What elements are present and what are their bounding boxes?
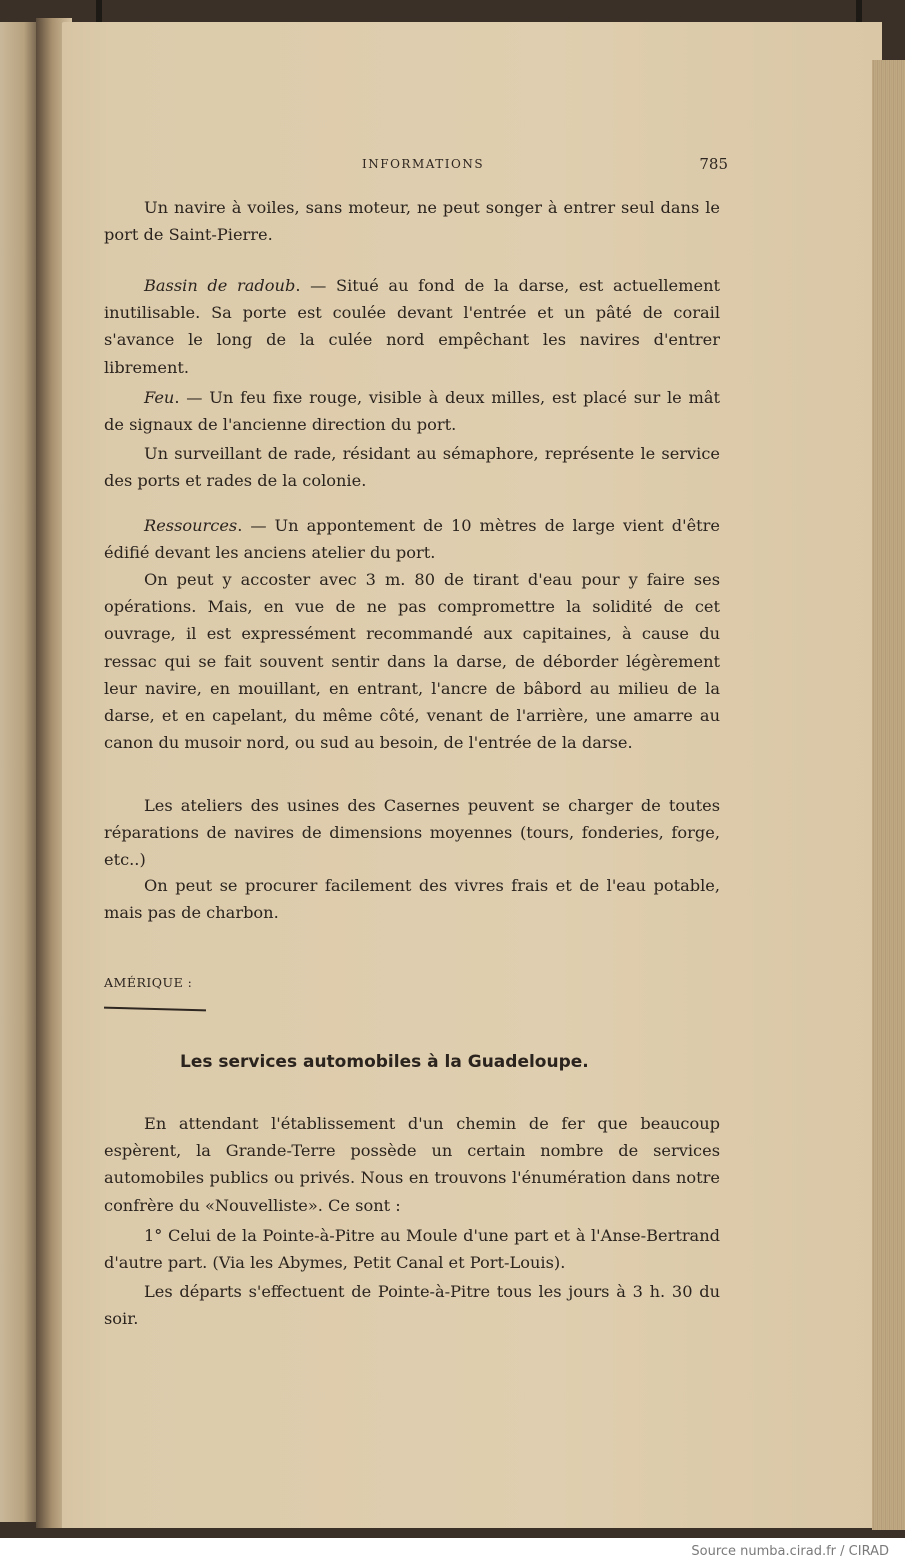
source-credit: Source numba.cirad.fr / CIRAD (691, 1544, 889, 1559)
paragraph-text: Un surveillant de rade, résidant au sémaphore, représente le service des ports et rades de la colonie. (104, 444, 720, 491)
paragraph-feu (104, 384, 720, 438)
running-head: INFORMATIONS (362, 157, 485, 171)
paragraph-surveillant (104, 440, 720, 494)
feu-text: . — Un feu fixe rouge, visible à deux milles, est placé sur le mât de signaux de l'ancienne direction du port. (104, 388, 720, 435)
paragraph-bassin (104, 272, 720, 381)
ressources-text: . — Un appontement de 10 mètres de large vient d'être édifié devant les anciens atelier du port. (104, 516, 720, 563)
article-paragraph-1 (104, 1110, 720, 1219)
paragraph-text: On peut y accoster avec 3 m. 80 de tirant d'eau pour y faire ses opérations. Mais, en vue de ne pas compromettre la solidité de cet ouvrage, il est expressément recommandé aux capitaines, à cause du ressac qui se fait souvent sentir dans la darse, de déborder légèrement leur navire, en mouillant, en entrant, l'ancre de bâbord au milieu de la darse, et en capelant, du même côté, venant de l'arrière, une amarre au canon du musoir nord, ou sud au besoin, de l'entrée de la darse. (104, 570, 720, 753)
feu-label: Feu (144, 388, 175, 407)
ressources-label: Ressources (144, 516, 238, 535)
paragraph-text: 1° Celui de la Pointe-à-Pitre au Moule d'une part et à l'Anse-Bertrand d'autre part. (Via les Abymes, Petit Canal et Port-Louis). (104, 1226, 720, 1273)
article-title: Les services automobiles à la Guadeloupe. (180, 1052, 589, 1072)
binding-edge-left (96, 0, 102, 22)
article-paragraph-3 (104, 1278, 720, 1332)
page-number: 785 (699, 155, 728, 173)
paragraph-accoster (104, 566, 720, 756)
paragraph-vivres (104, 872, 720, 926)
bassin-text: . — Situé au fond de la darse, est actuellement inutilisable. Sa porte est coulée devant l'entrée et un pâté de corail s'avance le long de la culée nord empêchant les navires d'entrer librement. (104, 276, 720, 377)
paragraph-text: Les ateliers des usines des Casernes peuvent se charger de toutes réparations de navires de dimensions moyennes (tours, fonderies, forge, etc..) (104, 796, 720, 870)
page-header (100, 157, 728, 179)
paragraph-text: En attendant l'établissement d'un chemin de fer que beaucoup espèrent, la Grande-Terre possède un certain nombre de services automobiles publics ou privés. Nous en trouvons l'énumération dans notre confrère du «Nouvelliste». Ce sont : (104, 1114, 720, 1215)
page-stack-edges (872, 60, 905, 1530)
paragraph-text: Un navire à voiles, sans moteur, ne peut songer à entrer seul dans le port de Saint-Pierre. (104, 198, 720, 245)
left-page-edge (0, 22, 40, 1522)
paragraph-text: On peut se procurer facilement des vivres frais et de l'eau potable, mais pas de charbon. (104, 876, 720, 923)
section-label: AMÉRIQUE : (104, 975, 193, 990)
binding-edge-right (856, 0, 862, 22)
paragraph-ateliers (104, 792, 720, 874)
bassin-label: Bassin de radoub (144, 276, 296, 295)
paragraph-text: Les départs s'effectuent de Pointe-à-Pitre tous les jours à 3 h. 30 du soir. (104, 1282, 720, 1329)
paragraph-ressources (104, 512, 720, 566)
paragraph-navire (104, 194, 720, 248)
article-paragraph-2 (104, 1222, 720, 1276)
